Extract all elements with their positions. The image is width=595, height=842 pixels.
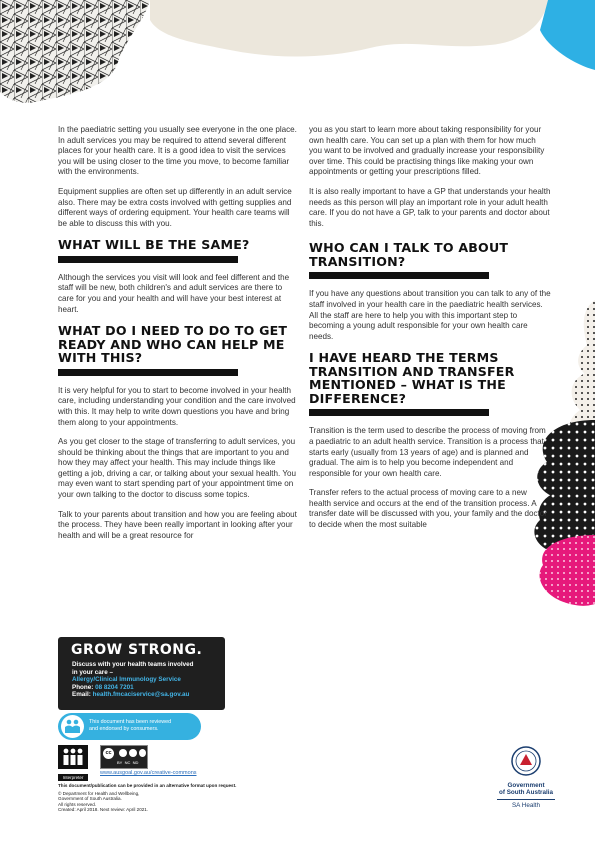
contact-intro: Discuss with your health teams involved	[72, 661, 194, 668]
by-icon	[119, 749, 127, 757]
section-heading: WHO CAN I TALK TO ABOUT TRANSITION?	[309, 240, 509, 269]
interpreter-logo	[58, 745, 88, 780]
paragraph: Although the services you visit will look and feel different and the staff will be new, both children's and adult services are there to care for you and your health and will have your best interest at heart.	[58, 272, 290, 314]
section-heading: WHAT WILL BE THE SAME?	[58, 237, 250, 253]
cc-terms: BY NC ND	[117, 760, 139, 765]
section-heading: I HAVE HEARD THE TERMS TRANSITION AND TRANSFER MENTIONED – WHAT IS THE DIFFERENCE?	[309, 350, 515, 406]
nc-icon	[129, 749, 137, 757]
government-logo	[493, 745, 559, 815]
paragraph: Talk to your parents about transition and how you are feeling about the process. They have been really important in looking after your health and will be a great resource for	[58, 509, 297, 540]
sa-health-label: SA Health	[511, 801, 540, 809]
paragraph: It is very helpful for you to start to become involved in your health care, including understanding your condition and the care involved with this. It may help to write down questions you have and bring them along to your appointments.	[58, 385, 296, 427]
email-link[interactable]: health.fmcaciservice@sa.gov.au	[92, 691, 190, 699]
cc-licence-badge	[100, 745, 148, 769]
grow-strong-box	[58, 637, 225, 710]
paragraph: Equipment supplies are often set up differently in an adult service also. There may be extra costs involved with getting supplies and different ways of ordering equipment. Your health care teams will be able to discuss this with you.	[58, 186, 292, 228]
review-text: This document has been reviewed and endorsed by consumers.	[89, 719, 172, 732]
right-column	[309, 125, 551, 540]
email-line: Email: health.fmcaciservice@sa.gov.au	[72, 691, 190, 699]
service-name: Allergy/Clinical Immunology Service	[72, 676, 181, 684]
heading-underline-bar	[58, 256, 238, 263]
header-decoration	[0, 0, 595, 120]
cc-link[interactable]: www.ausgoal.gov.au/creative-commons	[100, 770, 197, 776]
alt-format-note: This document/publication can be provided in an alternative format upon request.	[58, 783, 237, 788]
phone-line: Phone: 08 8204 7201	[72, 683, 134, 691]
paragraph: Transition is the term used to describe the process of moving from a paediatric to an adult health service. Transition is a process that starts early (usually from 13 years of age) and is planned and gradual. The aim is to help you become independent and responsible for your own health care.	[309, 426, 546, 478]
copyright-line: © Department for Health and Wellbeing,	[58, 790, 140, 796]
paragraph: In the paediatric setting you usually see everyone in the one place. In adult services you may be required to attend several different places for your health care. It is a good idea to visit the services you will be using closer to the time you move, to become familiar with the environments.	[58, 125, 297, 177]
dates-line: Created: April 2018. Next review: April 2021.	[58, 807, 149, 813]
gov-line: Government	[507, 782, 545, 789]
paragraph: It is also really important to have a GP that understands your health needs as this person will play an important role in your adult health care. If you do not have a GP, talk to your parents and doctor about this.	[309, 186, 551, 228]
cc-icon: cc	[103, 748, 114, 759]
heading-underline-bar	[309, 272, 489, 279]
consumer-review-badge	[58, 713, 201, 740]
divider	[497, 799, 555, 800]
consumers-icon	[60, 714, 85, 739]
heading-underline-bar	[309, 409, 489, 416]
paragraph: As you get closer to the stage of transferring to adult services, you should be thinking about the things that are important to you and how they may affect your health. This may include things like getting a job, driving a car, or talking about your sexual health. You may even want to start spending part of your appointment time on your own talking to the doctor to discuss some topics.	[58, 437, 297, 500]
phone-number[interactable]: 08 8204 7201	[95, 683, 134, 691]
gov-line: of South Australia	[499, 789, 553, 797]
footer-text	[58, 783, 298, 813]
heading-underline-bar	[58, 369, 238, 376]
crest-icon	[508, 745, 544, 777]
grow-strong-title: GROW STRONG.	[71, 642, 203, 658]
paragraph: you as you start to learn more about taking responsibility for your own health care. You can set up a plan with them for how much you want to be involved and gradually increase your responsibility over time. This could be practising things like making your own appointments or getting your prescriptions filled.	[309, 125, 545, 177]
paragraph: Transfer refers to the actual process of moving care to a new health service and occurs at the end of the transition process. A transfer date will be discussed with you, your family and the doctor to decide when the most suitable	[309, 488, 547, 530]
rights-line: All rights reserved.	[58, 801, 97, 807]
contact-intro: in your care –	[72, 668, 113, 676]
nd-icon	[139, 749, 146, 757]
left-column	[58, 125, 300, 550]
section-heading: WHAT DO I NEED TO DO TO GET READY AND WHO CAN HELP ME WITH THIS?	[58, 323, 288, 366]
paragraph: If you have any questions about transition you can talk to any of the staff involved in your health care in the paediatric health services. All the staff are here to help you with this important step to becoming a young adult responsible for your own health care needs.	[309, 289, 551, 341]
copyright-line: Government of South Australia.	[58, 796, 122, 802]
interpreter-icon	[58, 745, 88, 769]
interpreter-label: Interpreter	[58, 774, 88, 781]
